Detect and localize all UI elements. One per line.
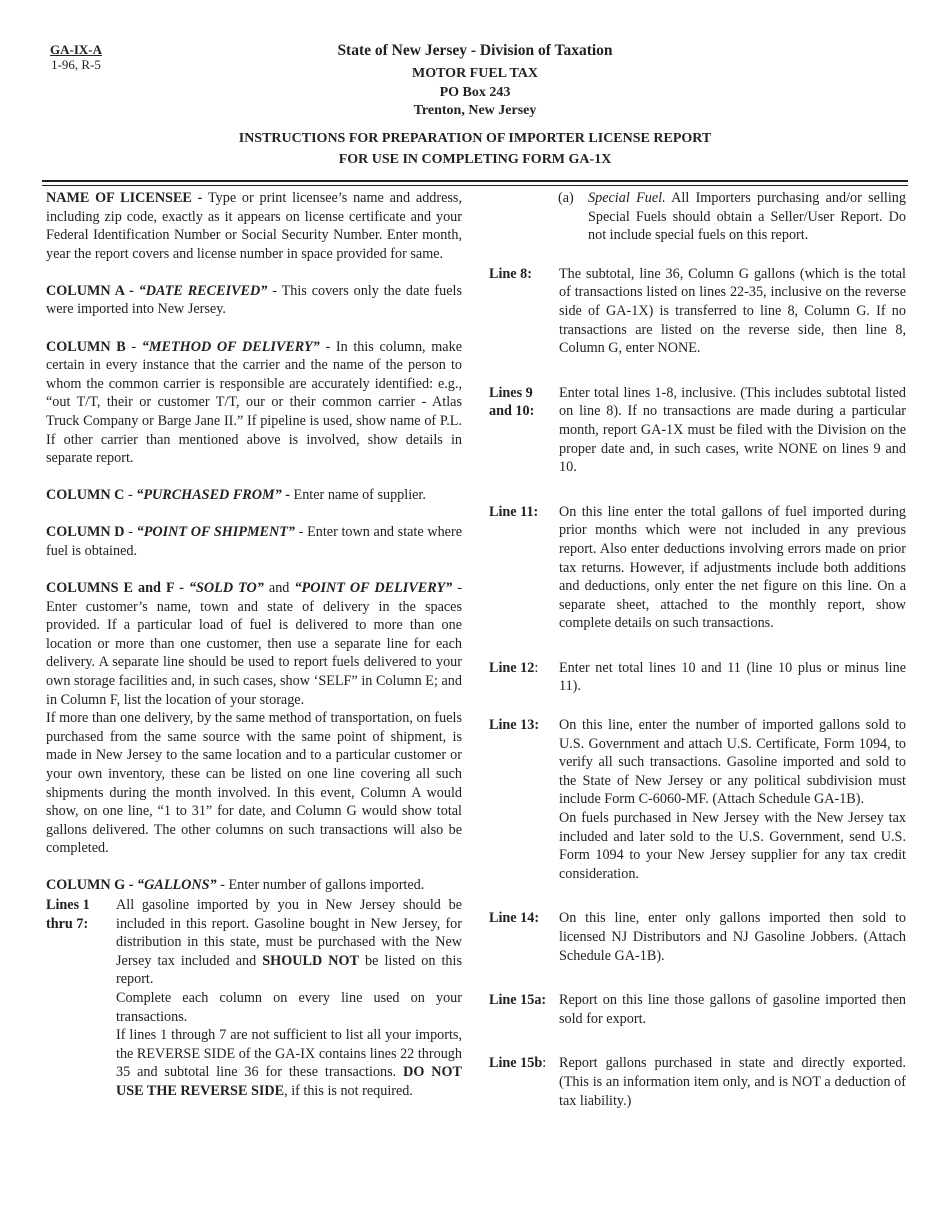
item-text-emphasis: SHOULD NOT	[262, 952, 359, 969]
item-label: Line 15a:	[489, 992, 547, 1009]
column-a-section	[46, 282, 462, 319]
section-head: COLUMN A -	[46, 282, 139, 299]
column-g-section	[46, 876, 462, 895]
right-column	[489, 189, 906, 1110]
item-text: On this line, enter the number of imported gallons sold to U.S. Government and attach U.S. Certificate, Form 1094, to verify all such transactions. Gasoline imported and sold to the State of New Jersey or any political subdivision must include Form C-6060-MF. (Attach Schedule GA-1B).	[559, 717, 906, 808]
item-text-part: All gasoline imported by you in New Jersey should be included in this report. Gasoline bought in New Jersey, for distribution in this state, must be purchased with the New Jersey tax included and	[116, 897, 462, 969]
item-label: Line 14:	[489, 910, 540, 927]
item-label-text: Line 15b	[489, 1055, 543, 1072]
section-title: “METHOD OF DELIVERY”	[141, 338, 320, 355]
item-body	[559, 716, 906, 883]
section-sep: -	[124, 524, 137, 541]
form-revision: 1-96, R-5	[51, 57, 101, 72]
item-label	[489, 1054, 559, 1110]
section-text: - Enter number of gallons imported.	[216, 877, 425, 894]
item-label-colon: :	[542, 1055, 547, 1072]
item-text: Report gallons purchased in state and directly exported. (This is an information item only, and is NOT a deduction of tax liability.)	[559, 1055, 906, 1109]
name-of-licensee-section	[46, 189, 462, 263]
item-body	[588, 189, 906, 245]
special-fuel-item	[489, 189, 906, 245]
section-head: COLUMN C	[46, 487, 125, 504]
city: Trenton, New Jersey	[413, 103, 537, 118]
section-head: COLUMN G -	[46, 877, 138, 894]
section-text: - In this column, make certain in every instance that the carrier and the name of the person to whom the common carrier is responsible are accurately identified: e.g., “out T/T, their or customer T/T, our or their common carrier - Atlas Truck Company or Barge Jane II.” If pipeline is used, show name of P.L. If other carrier than mentioned above is involved, show details in separate report.	[46, 338, 462, 467]
item-label-text: Line 12	[489, 659, 535, 676]
line-15a-item	[489, 991, 906, 1028]
item-label: Lines 9 and 10:	[489, 384, 535, 420]
header-rule-thin	[42, 185, 908, 186]
item-label	[489, 659, 559, 696]
lines-1-7-item	[46, 896, 462, 1101]
column-c-section	[46, 486, 462, 505]
item-text: Complete each column on every line used on your transactions.	[116, 989, 462, 1025]
columns-e-f-section	[46, 579, 462, 709]
item-text-part: If lines 1 through 7 are not sufficient to list all your imports, the REVERSE SIDE of the GA-IX contains lines 22 through 35 and subtotal line 36 for these transactions.	[116, 1027, 462, 1081]
item-text: All Importers purchasing and/or selling Special Fuels should obtain a Seller/User Report. Do not include special fuels on this report.	[588, 190, 906, 244]
section-title-point-of-delivery: “POINT OF DELIVERY”	[294, 580, 453, 596]
item-text: Report on this line those gallons of gasoline imported then sold for export.	[559, 992, 906, 1027]
section-head: COLUMN B	[46, 338, 126, 355]
doc-title-line2: FOR USE IN COMPLETING FORM GA-1X	[338, 152, 612, 167]
column-b-section	[46, 338, 462, 468]
lines-9-10-item	[489, 384, 906, 477]
item-text-part: , if this is not required.	[284, 1082, 413, 1099]
item-label: Lines 1 thru 7:	[46, 897, 90, 932]
item-label: Line 13:	[489, 717, 540, 734]
agency-title: State of New Jersey - Division of Taxation	[337, 42, 613, 59]
item-body	[116, 896, 462, 1101]
section-head: NAME OF LICENSEE -	[46, 190, 203, 206]
item-text: On this line, enter only gallons imported then sold to licensed NJ Distributors and NJ Gasoline Jobbers. (Attach Schedule GA-1B).	[559, 910, 906, 964]
section-title: “PURCHASED FROM”	[136, 487, 282, 504]
line-8-item	[489, 265, 906, 358]
item-title: Special Fuel.	[588, 190, 666, 206]
item-text	[116, 896, 462, 989]
item-text-emphasis: DO NOT USE THE REVERSE SIDE	[116, 1064, 462, 1099]
section-sep: -	[124, 487, 137, 504]
section-and: and	[263, 580, 295, 596]
item-text-part: be listed on this report.	[116, 952, 462, 988]
line-12-item	[489, 659, 906, 696]
section-title-sold-to: “SOLD TO”	[188, 580, 264, 596]
section-text: Type or print licensee’s name and address, including zip code, exactly as it appears on license certificate and your Federal Identification Number or Social Security Number. Enter month, year the report covers and license number in space provided for same.	[46, 190, 462, 262]
section-text: - This covers only the date fuels were imported into New Jersey.	[46, 282, 463, 318]
po-box: PO Box 243	[439, 85, 511, 100]
section-text: - Enter town and state where fuel is obtained.	[46, 524, 462, 559]
tax-title: MOTOR FUEL TAX	[411, 66, 539, 81]
header-rule-thick	[42, 180, 908, 182]
left-column	[46, 189, 462, 1101]
section-text: - Enter customer’s name, town and state of delivery in the spaces provided. If a particular load of fuel is delivered to more than one location or more than one customer, then use a separate line for each delivery. A separate line should be used to report fuels delivered to your own storage facilities and, in such cases, show ‘SELF” in Column E; and in Column F, list the location of your storage.	[46, 580, 462, 708]
line-13-item	[489, 716, 906, 883]
line-11-item	[489, 503, 906, 633]
columns-e-f-continued: If more than one delivery, by the same method of transportation, on fuels purchased from the same source with the same point of shipment, is made in New Jersey to the same location and to a particular customer or your own inventory, these can be listed on one line covering all such shipments during the month involved. In this event, Column A would show, on one line, “1 to 31” for date, and Column G would show total gallons delivered. The other columns on such transactions will also be completed.	[46, 710, 462, 857]
section-title: “DATE RECEIVED”	[138, 282, 268, 299]
item-text: Enter net total lines 10 and 11 (line 10 plus or minus line 11).	[559, 659, 906, 695]
doc-title-line1: INSTRUCTIONS FOR PREPARATION OF IMPORTER LICENSE REPORT	[238, 131, 712, 146]
item-text: On fuels purchased in New Jersey with the New Jersey tax included and later sold to the U.S. Government, send U.S. Form 1094 to your New Jersey supplier for any tax credit consideration.	[559, 810, 906, 882]
section-sep: -	[125, 338, 142, 355]
item-text: On this line enter the total gallons of fuel imported during prior months which were not included in any previous report. Also enter deductions involving errors made on prior tax returns. However, if adjustments include both additions and deductions, only enter the net figure on this line. On a separate sheet, attached to the monthly report, show complete details on such transactions.	[559, 503, 906, 632]
line-15b-item	[489, 1054, 906, 1110]
section-title: “POINT OF SHIPMENT”	[136, 524, 296, 541]
item-text: The subtotal, line 36, Column G gallons (which is the total of transactions listed on lines 22-35, inclusive on the reverse side of GA-1X) is transferred to line 8, Column G. If no transactions are listed on the reverse side, then line 8, Column G, enter NONE.	[559, 265, 906, 357]
item-text: Enter total lines 1-8, inclusive. (This includes subtotal listed on line 8). If no transactions are made during a particular month, report GA-1X must be filed with the Division on the proper date and, in such cases, write NONE on lines 9 and 10.	[559, 384, 906, 476]
column-d-section	[46, 523, 462, 560]
item-text	[116, 1026, 462, 1100]
section-dash: -	[281, 487, 290, 504]
item-label: Line 8:	[489, 265, 532, 282]
section-head: COLUMN D	[46, 524, 125, 541]
item-label-colon: :	[534, 659, 539, 676]
item-tag: (a)	[558, 190, 574, 206]
form-code: GA-IX-A	[50, 42, 102, 57]
line-14-item	[489, 909, 906, 965]
section-text: Enter name of supplier.	[290, 487, 426, 504]
item-label: Line 11:	[489, 503, 539, 520]
section-title: “GALLONS”	[137, 877, 217, 894]
section-head: COLUMNS E and F -	[46, 580, 189, 596]
